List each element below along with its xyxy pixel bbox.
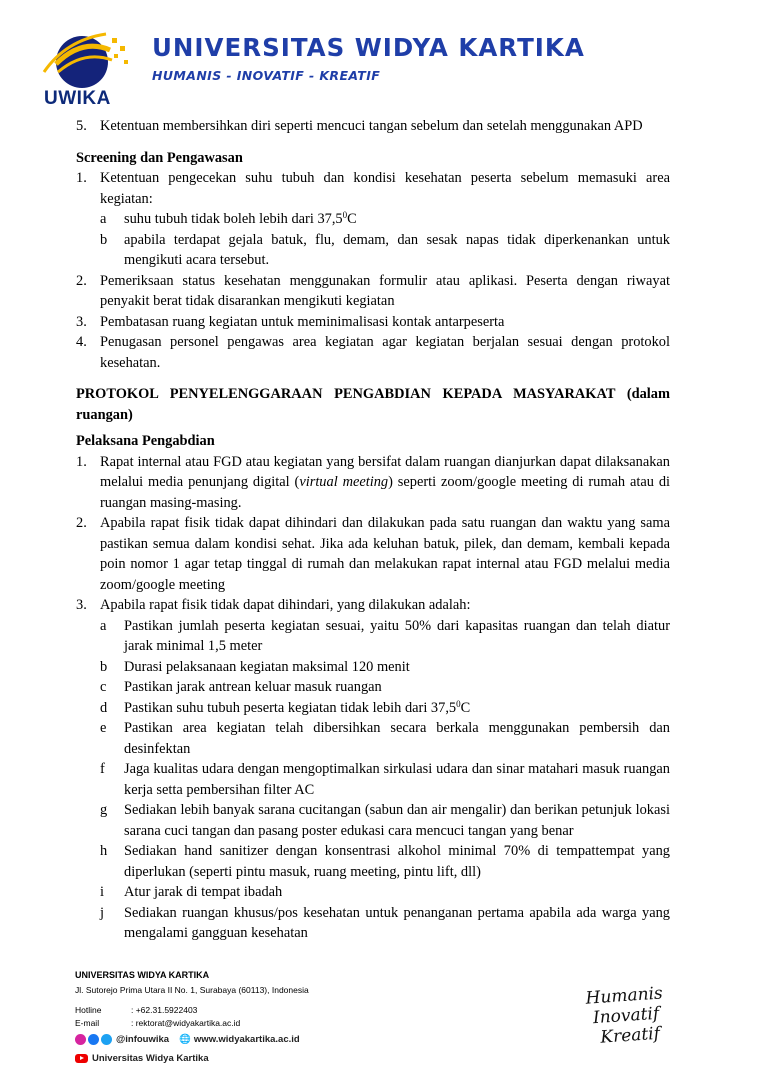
footer-social[interactable]: @infouwika 🌐 www.widyakartika.ac.id	[75, 1034, 300, 1045]
university-name: UNIVERSITAS WIDYA KARTIKA	[152, 33, 585, 62]
sub-item: a Pastikan jumlah peserta kegiatan sesuai, yaitu 50% dari kapasitas ruangan dan telah diatur jarak minimal 1,5 meter	[100, 617, 670, 654]
sub-item: e Pastikan area kegiatan telah dibersihkan secara berkala menggunakan pembersih dan desinfektan	[100, 720, 670, 757]
instagram-icon	[75, 1034, 86, 1045]
footer-youtube[interactable]: Universitas Widya Kartika	[75, 1053, 209, 1064]
list-item: 1. Ketentuan pengecekan suhu tubuh dan kondisi kesehatan peserta sebelum memasuki area kegiatan:	[76, 170, 670, 207]
sub-item: c Pastikan jarak antrean keluar masuk ruangan	[100, 679, 382, 695]
letterhead	[0, 0, 768, 112]
globe-icon: 🌐	[179, 1034, 191, 1045]
footer-email: E-mail : rektorat@widyakartika.ac.id	[75, 1018, 241, 1028]
university-tagline: HUMANIS - INOVATIF - KREATIF	[152, 68, 381, 83]
twitter-icon	[101, 1034, 112, 1045]
section-heading: PROTOKOL PENYELENGGARAAN PENGABDIAN KEPADA MASYARAKAT (dalam ruangan)	[76, 386, 670, 423]
sub-item: b apabila terdapat gejala batuk, flu, demam, dan sesak napas tidak diperkenankan untuk mengikuti acara tersebut.	[100, 231, 670, 268]
list-item: 4. Penugasan personel pengawas area kegiatan agar kegiatan berjalan sesuai dengan protokol kesehatan.	[76, 334, 670, 371]
list-item: 2. Pemeriksaan status kesehatan menggunakan formulir atau aplikasi. Peserta dengan riwayat penyakit berat tidak disarankan mengikuti kegiatan	[76, 272, 670, 309]
sub-item: g Sediakan lebih banyak sarana cucitangan (sabun dan air mengalir) dan berikan petunjuk lokasi sarana cuci tangan dan pasang poster edukasi cara mencuci tangan yang benar	[100, 802, 670, 839]
sub-item: d Pastikan suhu tubuh peserta kegiatan tidak lebih dari 37,5$^0$C	[100, 698, 471, 716]
sub-item: a suhu tubuh tidak boleh lebih dari 37,5$^0$C	[100, 210, 357, 227]
footer-address: Jl. Sutorejo Prima Utara II No. 1, Surabaya (60113), Indonesia	[75, 985, 309, 995]
letterhead-footer	[75, 968, 695, 1078]
logo-wordmark: UWIKA	[44, 88, 111, 109]
footer-hotline: Hotline : +62.31.5922403	[75, 1005, 198, 1015]
document-body	[76, 116, 670, 944]
sub-item: h Sediakan hand sanitizer dengan konsentrasi alkohol minimal 70% di tempattempat yang diperlukan (seperti pintu masuk, ruang meeting, pintu lift, dll)	[100, 843, 670, 880]
footer-university-name: UNIVERSITAS WIDYA KARTIKA	[75, 970, 210, 980]
sub-item: j Sediakan ruangan khusus/pos kesehatan untuk penanganan pertama apabila ada warga yang mengalami gangguan kesehatan	[100, 904, 670, 941]
sub-item: b Durasi pelaksanaan kegiatan maksimal 120 menit	[100, 658, 410, 675]
facebook-icon	[88, 1034, 99, 1045]
section-heading: Screening dan Pengawasan	[76, 149, 243, 166]
footer-website[interactable]: www.widyakartika.ac.id	[193, 1034, 300, 1045]
subsection-heading: Pelaksana Pengabdian	[76, 433, 215, 449]
slogan: Humanis Inovatif Kreatif	[585, 983, 664, 1048]
list-item: 2. Apabila rapat fisik tidak dapat dihindari dan dilakukan pada satu ruangan dan waktu yang sama pastikan semua dalam kondisi sehat. Jika ada keluhan batuk, pilek, dan demam, kembali kepada poin nomor 1 agar tetap tinggal di rumah dan melakukan rapat internal atau FGD melalui media zoom/google meeting	[76, 515, 670, 593]
sub-item: f Jaga kualitas udara dengan mengoptimalkan sirkulasi udara dan sinar matahari masuk ruangan kerja setta pembersihan filter AC	[100, 761, 670, 798]
list-item: 3. Pembatasan ruang kegiatan untuk meminimalisasi kontak antarpeserta	[76, 313, 505, 330]
sub-item: i Atur jarak di tempat ibadah	[100, 884, 283, 900]
list-item: 5. Ketentuan membersihkan diri seperti mencuci tangan sebelum dan setelah menggunakan APD	[76, 118, 643, 134]
list-item: 3. Apabila rapat fisik tidak dapat dihindari, yang dilakukan adalah:	[76, 597, 471, 613]
youtube-icon	[75, 1054, 88, 1063]
list-item: 1. Rapat internal atau FGD atau kegiatan yang bersifat dalam ruangan dianjurkan dapat dilaksanakan melalui media penunjang digital (virtual meeting) seperti zoom/google meeting di rumah atau di ruangan masing-masing.	[76, 453, 671, 511]
